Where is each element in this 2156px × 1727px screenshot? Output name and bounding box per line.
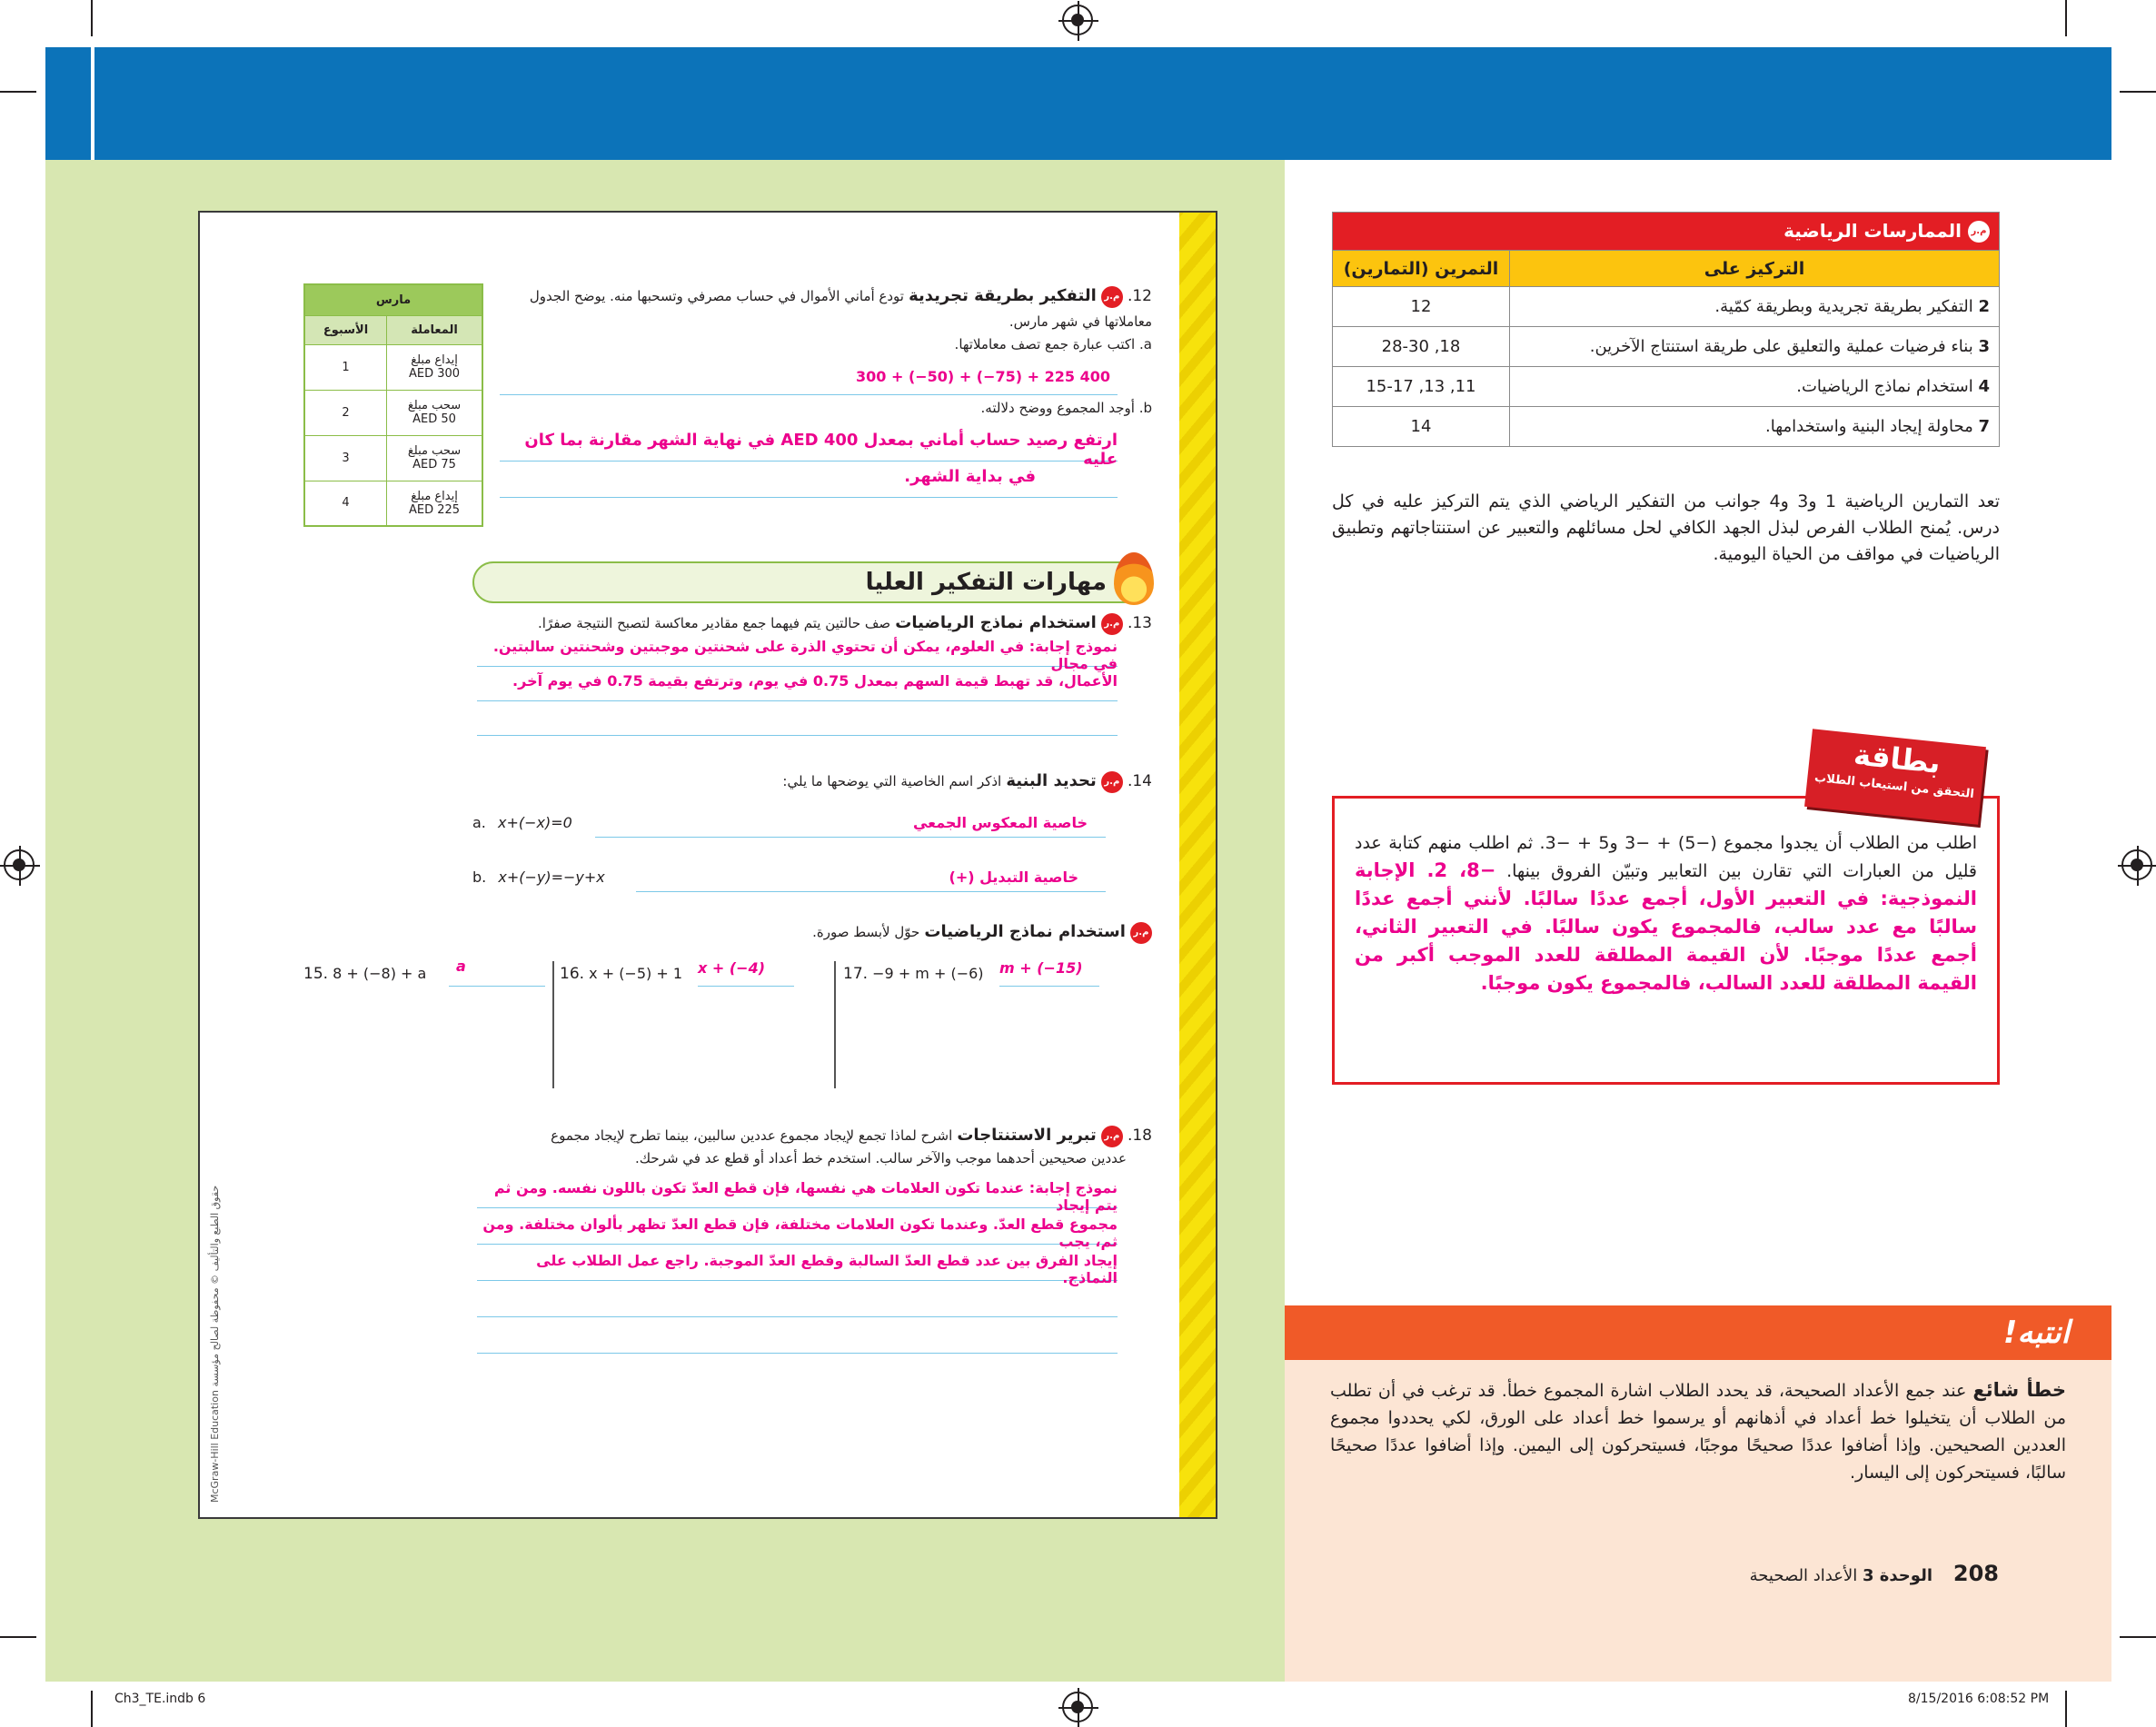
crop-mark [2065,0,2067,36]
column-header-exercises: التمرين (التمارين) [1333,251,1510,287]
q14a-row [472,814,1108,841]
hot-section-banner [472,561,1145,603]
q18-answer-line2: مجموع قطع العدّ. وعندما تكون العلامات مختلفة، فإن قطع العدّ تظهر بألوان مختلفة. ومن ثم، يجب [482,1216,1118,1250]
answer-line [477,672,1118,701]
warning-text: عند جمع الأعداد الصحيحة، قد يحدد الطلاب اشارة المجموع خطأ. قد ترغب في أن تطلب من الطلاب أن يتخيلوا خط أعداد في أذهانهم أو يرسموا خط أعداد على الورق، لكي يحددوا مجموع العددين الصحيحين. وإذا أضافوا عددًا صحيحًا موجبًا، فسيتحركون إلى اليمين. وإذا أضافوا عددًا صحيحًا سالبًا، فسيتحركون إلى اليسار. [1330,1381,2066,1483]
table-row [1333,327,2000,367]
question-13 [472,610,1152,636]
question-title: التفكير بطريقة تجريدية [909,286,1097,305]
registration-mark-icon [4,849,35,880]
column-header-focus: التركيز على [1510,251,2000,287]
table-row [304,481,482,526]
page-edge-strip [1179,213,1216,1517]
expression: x+(−x)=0 [497,814,572,831]
practices-title [1333,213,2000,251]
q15-answer: a [456,958,466,975]
answer-line [477,1288,1118,1317]
crop-mark [91,0,93,36]
practice-text: التفكير بطريقة تجريدية وبطريقة كمّية. [1714,297,1973,316]
question-text: حوّل لأبسط صورة. [812,924,920,940]
transaction-type: إيداع مبلغ [411,353,458,367]
practice-number: 7 [1978,417,1990,436]
crop-mark [0,91,36,93]
transaction-type: سحب مبلغ [407,399,462,412]
answer-line [477,1216,1118,1250]
part-prompt: أوجد المجموع ووضح دلالته. [980,400,1135,416]
math-practices-table [1332,212,2000,447]
tag-subtitle: التحقق من استيعاب الطلاب [1813,770,1975,802]
expression: x + (−5) + 1 [589,965,683,982]
practice-number: 2 [1978,297,1990,316]
q12b-answer-line1: ارتفع رصيد حساب أماني بمعدل AED 400 في نهاية الشهر مقارنة بما كان عليه [524,431,1118,469]
answer-line [500,431,1118,469]
table-row [1333,287,2000,327]
question-number: 17. [843,965,869,983]
practice-exercises: 18, 28-30 [1333,327,1510,367]
slug-date: 8/15/2016 6:08:52 PM [1908,1692,2050,1706]
crop-mark [0,1636,36,1638]
math-practice-badge-icon: م.ر [1101,1126,1123,1147]
part-label: b. [472,868,487,886]
part-label: a. [472,814,486,831]
question-text: اذكر اسم الخاصية التي يوضحها ما يلي: [782,773,1002,789]
unit-title: الأعداد الصحيحة [1749,1566,1858,1585]
table-row [1333,367,2000,407]
section-title: مهارات التفكير العليا [865,569,1107,596]
transaction-amount: AED 225 [408,502,461,517]
registration-mark-icon [1062,5,1093,35]
question-15 [303,958,547,992]
part-label: a. [1139,336,1152,352]
question-title: تحديد البنية [1006,771,1097,790]
column-divider [552,961,554,1088]
expression: x+(−y)=−y+x [498,868,605,886]
transaction-amount: AED 300 [408,367,461,381]
unit-label: الوحدة 3 [1862,1566,1932,1585]
table-title: مارس [304,284,482,315]
question-number: 18. [1127,1127,1152,1145]
question-title: تبرير الاستنتاجات [957,1126,1097,1145]
question-number: 14. [1127,772,1152,790]
week-number: 1 [304,344,387,390]
registration-mark-icon [1062,1692,1093,1722]
question-title: استخدام نماذج الرياضيات [895,613,1097,632]
question-number: 13. [1127,614,1152,632]
part-prompt: اكتب عبارة جمع تصف معاملاتها. [954,336,1136,352]
transaction-amount: AED 50 [412,412,456,426]
math-practice-badge-icon: م.ر [1101,613,1123,635]
practice-text: بناء فرضيات عملية والتعليق على طريقة استنتاج الآخرين. [1589,337,1973,356]
check-answer: −8، 2. الإجابة النموذجية: في التعبير الأول، أجمع عددًا سالبًا. لأنني أجمع عددًا سالبًا مع عدد سالب، فالمجموع يكون سالبًا. في التعبير الثاني، أجمع عددًا موجبًا. لأن القيمة المطلقة للعدد الموجب أكبر من القيمة المطلقة للعدد السالب، فالمجموع يكون موجبًا. [1355,859,1977,994]
question-14 [472,769,1152,794]
question-12b-prompt [498,400,1152,416]
q18-answer-line3: إيجاد الفرق بين عدد قطع العدّ السالبة وقطع العدّ الموجبة. راجع عمل الطلاب على النماذج. [536,1252,1118,1286]
question-text: اشرح لماذا تجمع لإيجاد مجموع عددين سالبين، بينما تطرح لإيجاد مجموع [551,1127,953,1144]
column-header-transaction: المعاملة [387,315,482,344]
column-divider [834,961,836,1088]
table-row [304,344,482,390]
answer-line [477,1179,1118,1214]
practice-text: محاولة إيجاد البنية واستخدامها. [1765,417,1973,436]
tag-title: بطاقة [1852,737,1942,780]
header-band-left [45,47,91,160]
answer-line [477,638,1118,672]
practice-exercises: 14 [1333,407,1510,447]
q12b-answer-line2: في بداية الشهر. [904,467,1036,486]
q14b-answer: خاصية التبديل (+) [949,868,1078,886]
question-number: 16. [560,965,585,983]
warning-lead: خطأ شائع [1972,1379,2066,1401]
check-understanding-box [1332,796,2000,1085]
answer-line [500,467,1118,498]
question-number: 15. [303,965,329,983]
answer-line [636,868,1106,892]
table-row [304,435,482,481]
transaction-amount: AED 75 [412,458,456,471]
practices-title-text: الممارسات الرياضية [1783,219,1962,242]
questions-15-17-header [472,919,1152,945]
practice-exercises: 11, 13, 15-17 [1333,367,1510,407]
math-practice-badge-icon: م.ر [1101,771,1123,793]
check-prompt: اطلب من الطلاب أن يجدوا مجموع (−5) + −3 و5 + −3. ثم اطلب منهم كتابة عدد قليل من العبارات التي تقارن بين التعابير وتبيّن الفروق بينها. [1355,833,1977,881]
q13-answer-line1: نموذج إجابة: في العلوم، يمكن أن تحتوي الذرة على شحنتين موجبتين وشحنتين سالبتين. في مجال [492,638,1118,672]
answer-line [477,707,1118,736]
question-17 [843,959,1116,992]
warning-body [1285,1360,2111,1682]
march-transactions-table [303,283,483,527]
crop-mark [91,1691,93,1727]
page-number: 208 [1952,1561,1999,1586]
question-number: 12. [1127,287,1152,305]
answer-line [999,959,1099,987]
practice-exercises: 12 [1333,287,1510,327]
copyright-note: McGraw-Hill Education حقوق الطبع والتأليف © محفوظة لصالح مؤسسة [209,1185,221,1503]
answer-line [477,1252,1118,1286]
math-practice-badge-icon: م.ر [1101,286,1123,308]
q17-answer: m + (−15) [999,959,1083,977]
practice-number: 3 [1978,337,1990,356]
answer-line [500,368,1118,395]
week-number: 3 [304,435,387,481]
registration-mark-icon [2121,849,2152,880]
practice-number: 4 [1978,377,1990,396]
q12a-answer: 300 + (−50) + (−75) + 225 400 [856,368,1110,385]
warning-title: انتبه! [2002,1315,2070,1351]
q14b-row [472,868,1108,896]
crop-mark [2065,1691,2067,1727]
practices-paragraph: تعد التمارين الرياضية 1 و3 و4 جوانب من التفكير الرياضي الذي يتم التركيز عليه في كل درس. يُمنح الطلاب الفرص لبذل الجهد الكافي لحل مسائلهم والتعبير عن استنتاجاتهم وتطبيق الرياضيات في مواقف من الحياة اليومية. [1332,491,2001,564]
answer-line [477,1325,1118,1354]
question-text: تودع أماني الأموال في حساب مصرفي وتسحبها منه. يوضح الجدول معاملاتها في شهر مارس. [529,288,1152,330]
answer-line [698,959,794,987]
answer-line [595,814,1106,838]
practice-text: استخدام نماذج الرياضيات. [1796,377,1973,396]
question-16 [560,959,832,992]
week-number: 2 [304,390,387,435]
slug-file: Ch3_TE.indb 6 [114,1692,206,1706]
part-label: b. [1138,400,1152,416]
math-practice-badge-icon: م.ر [1130,922,1152,944]
q13-answer-line2: الأعمال، قد تهبط قيمة السهم بمعدل 0.75 في يوم، وترتفع بقيمة 0.75 في يوم آخر. [512,672,1118,690]
q16-answer: x + (−4) [698,959,766,977]
table-row [304,390,482,435]
answer-line [449,958,545,987]
page-footer [1545,1561,1999,1586]
expression: 8 + (−8) + a [333,965,427,982]
question-18-text-line2: عددين صحيحين أحدهما موجب والآخر سالب. استخدم خط أعداد أو قطع عد في شرحك. [635,1150,1127,1166]
week-number: 4 [304,481,387,526]
crop-mark [2120,91,2156,93]
question-18 [472,1123,1152,1148]
question-text: صف حالتين يتم فيهما جمع مقادير معاكسة لتصبح النتيجة صفرًا. [538,615,891,631]
expression: −9 + m + (−6) [872,965,984,982]
table-row [1333,407,2000,447]
q18-answer-line1: نموذج إجابة: عندما تكون العلامات هي نفسها، فإن قطع العدّ تكون باللون نفسه. ومن ثم يتم إيجاد [493,1179,1118,1214]
transaction-type: إيداع مبلغ [411,489,458,503]
header-band [94,47,2111,160]
question-12 [498,283,1152,352]
crop-mark [2120,1636,2156,1638]
transaction-type: سحب مبلغ [407,444,462,458]
column-header-week: الأسبوع [304,315,387,344]
math-practice-badge-icon: م.ر [1968,221,1990,243]
question-title: استخدام نماذج الرياضيات [924,922,1126,941]
warning-header [1285,1305,2111,1360]
q14a-answer: خاصية المعكوس الجمعي [912,814,1088,831]
